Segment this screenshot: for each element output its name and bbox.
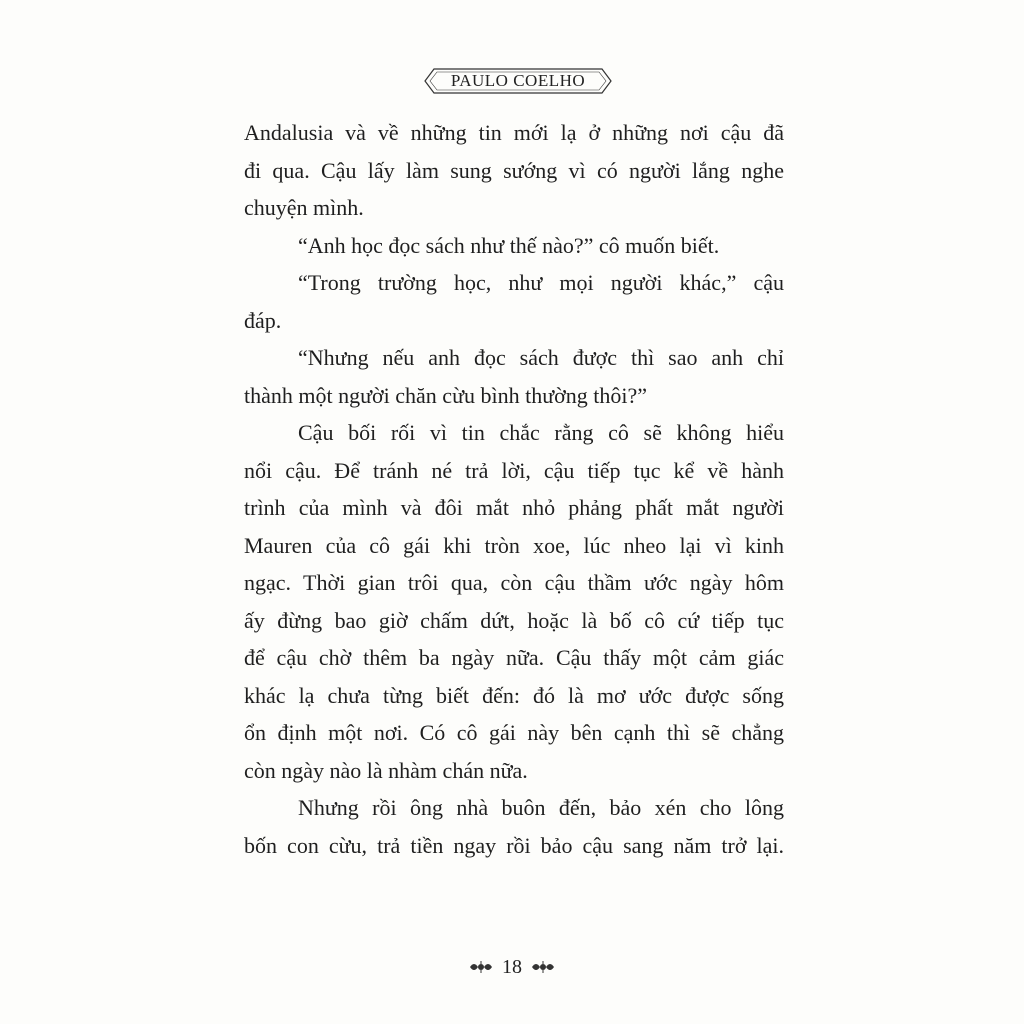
text-line: để cậu chờ thêm ba ngày nữa. Cậu thấy một cảm giác — [244, 645, 784, 670]
page-footer — [462, 955, 562, 983]
text-line: Mauren của cô gái khi tròn xoe, lúc nheo lại vì kinh — [244, 532, 784, 558]
text-line: ổn định một nơi. Có cô gái này bên cạnh thì sẽ chẳng — [244, 720, 784, 745]
text-line: còn ngày nào là nhàm chán nữa. — [244, 757, 528, 783]
page-number: 18 — [502, 955, 522, 978]
floral-ornament-icon — [469, 960, 493, 974]
text-line: chuyện mình. — [244, 195, 364, 220]
text-line: ấy đừng bao giờ chấm dứt, hoặc là bố cô cứ tiếp tục — [244, 607, 784, 633]
floral-ornament-icon — [531, 960, 555, 974]
text-line: bốn con cừu, trả tiền ngay rồi bảo cậu sang năm trở lại. — [244, 832, 784, 858]
text-line: trình của mình và đôi mắt nhỏ phảng phất mắt người — [244, 495, 784, 520]
header-author-title: PAULO COELHO — [450, 71, 586, 90]
text-line: ngạc. Thời gian trôi qua, còn cậu thầm ước ngày hôm — [244, 570, 784, 595]
text-line: “Trong trường học, như mọi người khác,” cậu — [298, 270, 784, 295]
body-text — [244, 114, 784, 864]
text-line: đi qua. Cậu lấy làm sung sướng vì có người lắng nghe — [244, 157, 784, 183]
text-line: “Anh học đọc sách như thế nào?” cô muốn biết. — [298, 232, 720, 258]
text-line: Nhưng rồi ông nhà buôn đến, bảo xén cho lông — [298, 795, 784, 820]
text-line: nổi cậu. Để tránh né trả lời, cậu tiếp tục kể về hành — [244, 457, 784, 483]
text-line: “Nhưng nếu anh đọc sách được thì sao anh chỉ — [298, 345, 784, 370]
running-header — [424, 68, 612, 94]
text-line: khác lạ chưa từng biết đến: đó là mơ ước được sống — [244, 682, 784, 708]
text-line: Cậu bối rối vì tin chắc rằng cô sẽ không hiểu — [298, 420, 784, 445]
text-line: thành một người chăn cừu bình thường thôi?” — [244, 382, 648, 408]
text-line: Andalusia và về những tin mới lạ ở những nơi cậu đã — [244, 120, 784, 145]
text-line: đáp. — [244, 307, 282, 333]
